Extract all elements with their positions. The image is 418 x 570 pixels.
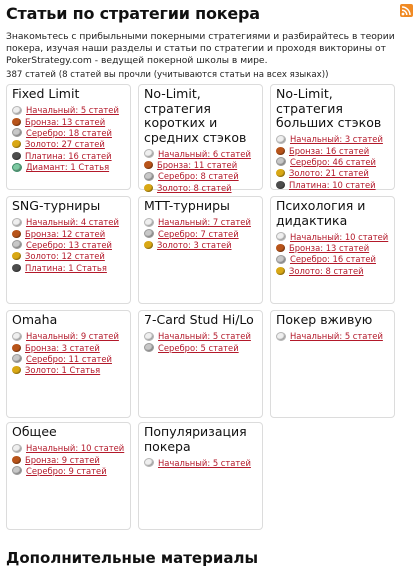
platinum-medal-icon — [12, 152, 21, 160]
level-link-gold[interactable]: Золото: 8 статей — [289, 265, 364, 276]
level-link-bronze[interactable]: Бронза: 16 статей — [289, 145, 370, 156]
level-link-beginner[interactable]: Начальный: 6 статей — [158, 148, 251, 159]
silver-medal-icon — [144, 229, 154, 238]
level-item-platinum — [12, 262, 125, 273]
level-link-bronze[interactable]: Бронза: 13 статей — [289, 243, 370, 254]
level-link-silver[interactable]: Серебро: 5 статей — [158, 342, 239, 353]
platinum-medal-icon — [276, 181, 285, 189]
level-item-beginner — [144, 457, 257, 468]
gold-medal-icon — [144, 184, 153, 192]
level-link-beginner[interactable]: Начальный: 7 статей — [158, 217, 251, 228]
silver-medal-icon — [276, 157, 286, 166]
level-link-silver[interactable]: Серебро: 9 статей — [26, 465, 107, 476]
silver-medal-icon — [12, 128, 22, 137]
intro-text: Знакомьтесь с прибыльными покерными стратегиями и разбирайтесь в теории покера, изучая наши разделы и статьи по стратегии и проходя викторины от PokerStrategy.com - ведущей покерной школы в мире. — [6, 31, 395, 66]
category-card-popularization — [138, 422, 263, 530]
level-item-beginner — [276, 331, 389, 342]
silver-medal-icon — [12, 240, 22, 249]
beginner-medal-icon — [276, 232, 286, 241]
level-item-silver — [12, 353, 125, 364]
level-item-bronze — [276, 145, 389, 156]
bronze-medal-icon — [12, 456, 21, 464]
card-title: Популяризация покера — [144, 424, 247, 454]
beginner-medal-icon — [12, 332, 22, 341]
level-item-diamond — [12, 161, 125, 172]
level-link-silver[interactable]: Серебро: 13 статей — [26, 239, 112, 250]
level-link-bronze[interactable]: Бронза: 9 статей — [25, 454, 100, 465]
level-link-beginner[interactable]: Начальный: 9 статей — [26, 331, 119, 342]
level-link-beginner[interactable]: Начальный: 5 статей — [26, 105, 119, 116]
silver-medal-icon — [144, 172, 154, 181]
level-item-silver — [144, 171, 257, 182]
bronze-medal-icon — [12, 230, 21, 238]
silver-medal-icon — [12, 354, 22, 363]
gold-medal-icon — [144, 241, 153, 249]
level-item-beginner — [144, 217, 257, 228]
platinum-medal-icon — [12, 264, 21, 272]
card-title: Fixed Limit — [12, 86, 80, 101]
level-link-beginner[interactable]: Начальный: 5 статей — [158, 457, 251, 468]
level-item-bronze — [12, 454, 125, 465]
level-link-silver[interactable]: Серебро: 18 статей — [26, 127, 112, 138]
bronze-medal-icon — [144, 161, 153, 169]
level-link-gold[interactable]: Золото: 8 статей — [157, 182, 232, 193]
beginner-medal-icon — [144, 458, 154, 467]
level-item-bronze — [276, 242, 389, 253]
level-item-beginner — [276, 231, 389, 242]
level-item-platinum — [276, 179, 389, 190]
level-link-beginner[interactable]: Начальный: 3 статей — [290, 134, 383, 145]
level-link-bronze[interactable]: Бронза: 3 статей — [25, 342, 100, 353]
bronze-medal-icon — [12, 118, 21, 126]
level-link-gold[interactable]: Золото: 21 статей — [289, 168, 369, 179]
diamond-medal-icon — [12, 163, 22, 172]
more-materials-heading: Дополнительные материалы — [6, 549, 259, 567]
level-item-beginner — [12, 443, 125, 454]
level-link-beginner[interactable]: Начальный: 5 статей — [290, 331, 383, 342]
level-item-bronze — [144, 159, 257, 170]
level-item-gold — [12, 139, 125, 150]
gold-medal-icon — [12, 366, 21, 374]
card-title: Покер вживую — [276, 312, 373, 327]
silver-medal-icon — [144, 343, 154, 352]
bronze-medal-icon — [276, 244, 285, 252]
card-title: SNG-турниры — [12, 198, 101, 213]
level-item-silver — [12, 465, 125, 476]
category-card-nl-short-stack — [138, 84, 263, 193]
beginner-medal-icon — [144, 218, 154, 227]
level-item-silver — [12, 127, 125, 138]
silver-medal-icon — [12, 466, 22, 475]
level-item-platinum — [12, 150, 125, 161]
category-card-mtt — [138, 196, 263, 304]
level-link-silver[interactable]: Серебро: 8 статей — [158, 171, 239, 182]
level-item-gold — [276, 168, 389, 179]
level-item-gold — [276, 265, 389, 276]
level-link-silver[interactable]: Серебро: 16 статей — [290, 254, 376, 265]
level-item-beginner — [144, 331, 257, 342]
beginner-medal-icon — [144, 332, 154, 341]
category-card-general — [6, 422, 131, 530]
level-link-gold[interactable]: Золото: 27 статей — [25, 139, 105, 150]
level-item-silver — [144, 342, 257, 353]
beginner-medal-icon — [144, 149, 154, 158]
beginner-medal-icon — [12, 106, 22, 115]
level-link-diamond[interactable]: Диамант: 1 Статья — [26, 162, 110, 173]
card-title: 7-Card Stud Hi/Lo — [144, 312, 254, 327]
level-link-beginner[interactable]: Начальный: 4 статей — [26, 217, 119, 228]
category-card-sng — [6, 196, 131, 304]
category-card-fixed-limit — [6, 84, 131, 190]
level-item-gold — [144, 182, 257, 193]
rss-icon[interactable] — [400, 4, 413, 17]
level-item-gold — [144, 239, 257, 250]
level-link-silver[interactable]: Серебро: 11 статей — [26, 353, 112, 364]
level-link-bronze[interactable]: Бронза: 11 статей — [157, 160, 238, 171]
level-item-bronze — [12, 342, 125, 353]
level-link-platinum[interactable]: Платина: 16 статей — [25, 150, 112, 161]
beginner-medal-icon — [276, 332, 286, 341]
card-title: No-Limit, стратегия коротких и средних стэков — [144, 86, 247, 145]
level-item-beginner — [12, 331, 125, 342]
card-title: No-Limit, стратегия больших стэков — [276, 86, 382, 130]
page-title: Статьи по стратегии покера — [6, 4, 260, 23]
level-item-gold — [12, 251, 125, 262]
level-item-bronze — [12, 228, 125, 239]
category-card-live-poker — [270, 310, 395, 418]
category-card-7-card-stud — [138, 310, 263, 418]
card-title: Психология и дидактика — [276, 198, 366, 228]
article-count: 387 статей (8 статей вы прочли (учитываются статьи на всех языках)) — [6, 70, 329, 80]
level-item-beginner — [12, 217, 125, 228]
card-title: MTT-турниры — [144, 198, 230, 213]
level-link-bronze[interactable]: Бронза: 13 статей — [25, 116, 106, 127]
beginner-medal-icon — [276, 135, 286, 144]
level-link-beginner[interactable]: Начальный: 10 статей — [290, 231, 389, 242]
level-link-platinum[interactable]: Платина: 1 Статья — [25, 262, 107, 273]
level-item-gold — [12, 365, 125, 376]
level-item-beginner — [276, 134, 389, 145]
bronze-medal-icon — [276, 147, 285, 155]
silver-medal-icon — [276, 255, 286, 264]
level-item-beginner — [12, 105, 125, 116]
level-item-silver — [12, 239, 125, 250]
bronze-medal-icon — [12, 344, 21, 352]
category-card-psychology — [270, 196, 395, 304]
level-link-gold[interactable]: Золото: 1 Статья — [25, 365, 101, 376]
gold-medal-icon — [276, 169, 285, 177]
level-link-gold[interactable]: Золото: 3 статей — [157, 239, 232, 250]
level-link-silver[interactable]: Серебро: 46 статей — [290, 156, 376, 167]
level-link-silver[interactable]: Серебро: 7 статей — [158, 228, 239, 239]
gold-medal-icon — [12, 252, 21, 260]
level-item-silver — [276, 156, 389, 167]
card-title: Omaha — [12, 312, 58, 327]
level-link-beginner[interactable]: Начальный: 10 статей — [26, 443, 125, 454]
beginner-medal-icon — [12, 444, 22, 453]
category-card-omaha — [6, 310, 131, 418]
level-link-platinum[interactable]: Платина: 10 статей — [289, 179, 376, 190]
gold-medal-icon — [12, 140, 21, 148]
level-item-beginner — [144, 148, 257, 159]
level-item-silver — [276, 254, 389, 265]
beginner-medal-icon — [12, 218, 22, 227]
level-item-bronze — [12, 116, 125, 127]
level-link-gold[interactable]: Золото: 12 статей — [25, 251, 105, 262]
category-card-nl-big-stack — [270, 84, 395, 190]
level-link-beginner[interactable]: Начальный: 5 статей — [158, 331, 251, 342]
level-item-silver — [144, 228, 257, 239]
card-title: Общее — [12, 424, 57, 439]
gold-medal-icon — [276, 267, 285, 275]
level-link-bronze[interactable]: Бронза: 12 статей — [25, 228, 106, 239]
